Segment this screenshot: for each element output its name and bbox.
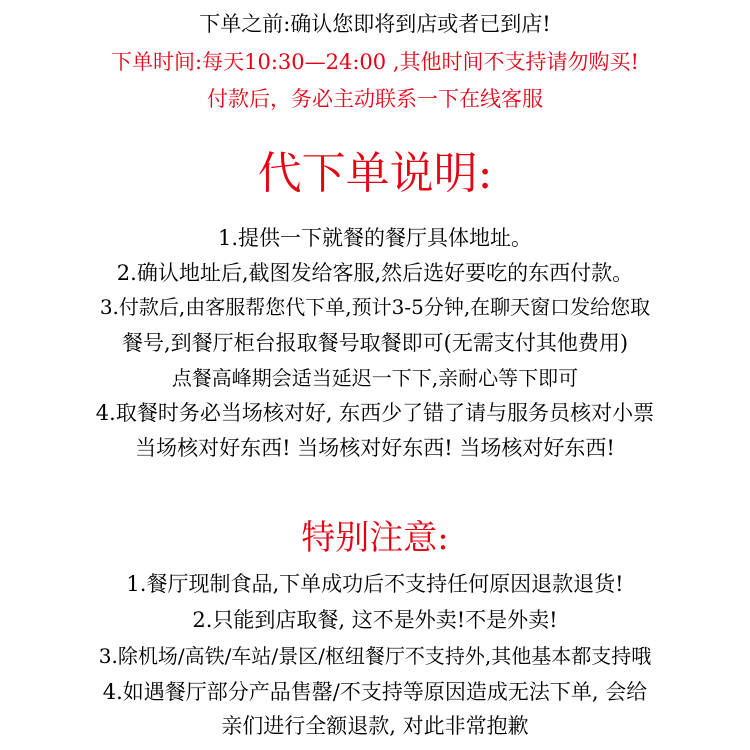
notice-line-1: 1.餐厅现制食品,下单成功后不支持任何原因退款退货!: [126, 572, 624, 596]
header-line-1: 下单之前:确认您即将到店或者已到店!: [199, 12, 551, 36]
notice-line-5: 亲们进行全额退款, 对此非常抱歉: [221, 714, 529, 738]
notice-title: 特别注意:: [301, 518, 449, 558]
instruction-line-4: 餐号,到餐厅柜台报取餐号取餐即可(无需支付其他费用): [121, 331, 629, 355]
notice-line-3: 3.除机场/高铁/车站/景区/枢纽餐厅不支持外,其他基本都支持哦: [98, 644, 652, 668]
instruction-line-2: 2.确认地址后,截图发给客服,然后选好要吃的东西付款。: [116, 261, 634, 285]
instruction-line-7: 当场核对好东西! 当场核对好东西! 当场核对好东西!: [135, 436, 615, 460]
instruction-line-1: 1.提供一下就餐的餐厅具体地址。: [217, 226, 533, 250]
instruction-line-3: 3.付款后,由客服帮您代下单,预计3-5分钟,在聊天窗口发给您取: [99, 295, 651, 319]
header-line-2: 下单时间:每天10:30—24:00 ,其他时间不支持请勿购买!: [111, 50, 639, 74]
instruction-line-5: 点餐高峰期会适当延迟一下下,亲耐心等下即可: [171, 366, 579, 390]
instructions-title: 代下单说明:: [257, 148, 493, 199]
header-line-3: 付款后，务必主动联系一下在线客服: [207, 87, 543, 111]
notice-line-4: 4.如遇餐厅部分产品售罄/不支持等原因造成无法下单, 会给: [102, 680, 648, 704]
notice-line-2: 2.只能到店取餐, 这不是外卖!不是外卖!: [192, 608, 558, 632]
instruction-line-6: 4.取餐时务必当场核对好, 东西少了错了请与服务员核对小票: [95, 401, 655, 425]
